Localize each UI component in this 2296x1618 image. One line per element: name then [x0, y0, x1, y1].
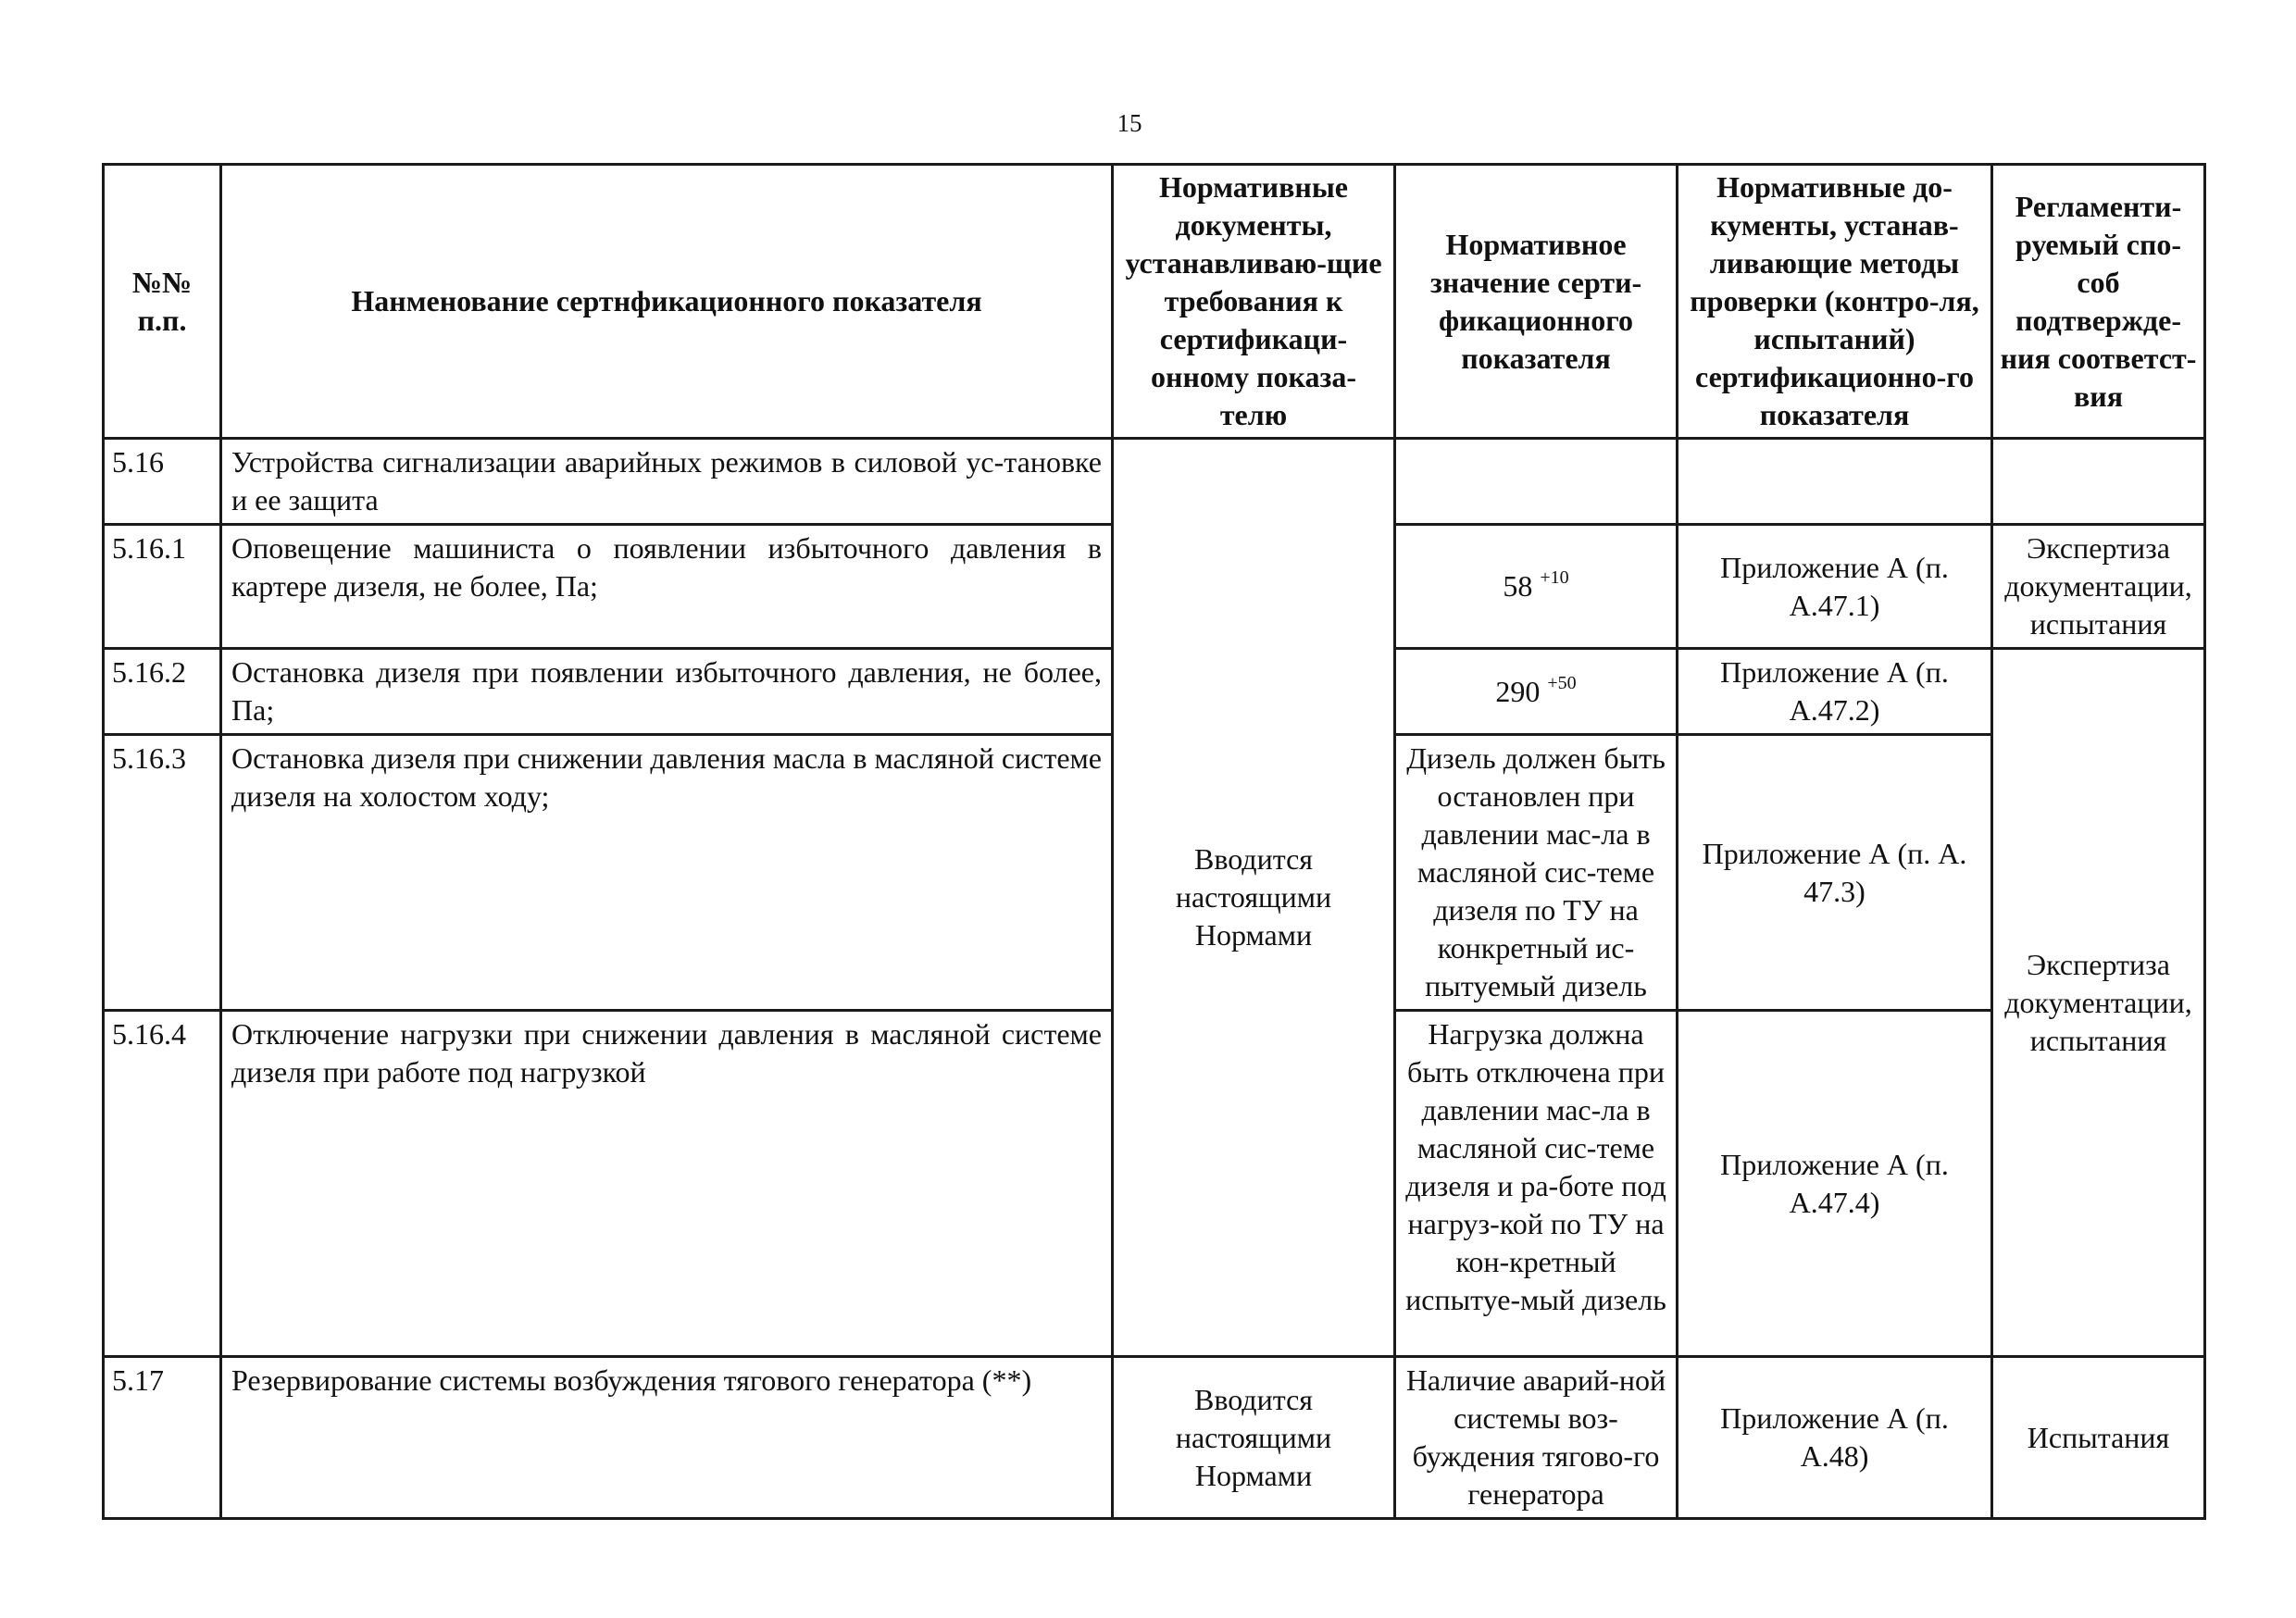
row-num: 5.16.4 — [104, 1011, 221, 1357]
norm-docs-cell: Вводится настоящими Нормами — [1113, 1357, 1395, 1519]
norm-value-cell: Нагрузка должна быть отключена при давлении мас-ла в масляной сис-теме дизеля и ра-боте под нагруз-кой по ТУ на кон-кретный испытуе-мый дизель — [1395, 1011, 1678, 1357]
table-row — [104, 1357, 2205, 1519]
confirm-cell: Экспертиза документации, испытания — [1992, 525, 2205, 649]
header-name: Нанменование сертнфикационного показателя — [221, 165, 1113, 439]
header-num: №№ п.п. — [104, 165, 221, 439]
confirm-merged: Экспертиза документации, испытания — [1992, 649, 2205, 1357]
method-cell: Приложение А (п. А.47.1) — [1678, 525, 1992, 649]
value-base: 290 — [1495, 674, 1541, 708]
row-name: Резервирование системы возбуждения тягового генератора (**) — [221, 1357, 1113, 1519]
method-cell: Приложение А (п. А.47.2) — [1678, 649, 1992, 735]
norm-value-cell: Дизель должен быть остановлен при давлении мас-ла в масляной сис-теме дизеля по ТУ на конкретный ис-пытуемый дизель — [1395, 735, 1678, 1011]
table-header-row — [104, 165, 2205, 439]
norm-value-cell — [1395, 525, 1678, 649]
row-num: 5.16 — [104, 439, 221, 525]
confirm-cell: Испытания — [1992, 1357, 2205, 1519]
certification-table — [102, 163, 2206, 1520]
value-tolerance: +10 — [1540, 567, 1569, 588]
norm-value-cell — [1395, 649, 1678, 735]
value-tolerance: +50 — [1547, 672, 1577, 693]
row-name: Отключение нагрузки при снижении давления в масляной системе дизеля при работе под нагрузкой — [221, 1011, 1113, 1357]
method-cell: Приложение А (п. А.48) — [1678, 1357, 1992, 1519]
row-num: 5.16.1 — [104, 525, 221, 649]
header-norm-value: Нормативное значение серти-фикационного показателя — [1395, 165, 1678, 439]
empty-cell — [1992, 439, 2205, 525]
norm-docs-merged: Вводится настоящими Нормами — [1113, 439, 1395, 1357]
row-num: 5.16.2 — [104, 649, 221, 735]
method-cell: Приложение А (п. А.47.4) — [1678, 1011, 1992, 1357]
norm-value-cell: Наличие аварий-ной системы воз-буждения тягово-го генератора — [1395, 1357, 1678, 1519]
header-confirm: Регламенти-руемый спо-соб подтвержде-ния соответст-вия — [1992, 165, 2205, 439]
table-row — [104, 439, 2205, 525]
header-norm-docs: Нормативные документы, устанавливаю-щие требования к сертификаци-онному показа-телю — [1113, 165, 1395, 439]
row-num: 5.16.3 — [104, 735, 221, 1011]
header-method-docs: Нормативные до-кументы, устанав-ливающие методы проверки (контро-ля, испытаний) сертификационно-го показателя — [1678, 165, 1992, 439]
row-num: 5.17 — [104, 1357, 221, 1519]
value-base: 58 — [1503, 569, 1533, 603]
empty-cell — [1678, 439, 1992, 525]
row-name: Устройства сигнализации аварийных режимов в силовой ус-тановке и ее защита — [221, 439, 1113, 525]
row-name: Оповещение машиниста о появлении избыточного давления в картере дизеля, не более, Па; — [221, 525, 1113, 649]
row-name: Остановка дизеля при появлении избыточного давления, не более, Па; — [221, 649, 1113, 735]
page-number: 15 — [1117, 109, 1142, 137]
empty-cell — [1395, 439, 1678, 525]
row-name: Остановка дизеля при снижении давления масла в масляной системе дизеля на холостом ходу; — [221, 735, 1113, 1011]
method-cell: Приложение А (п. А. 47.3) — [1678, 735, 1992, 1011]
